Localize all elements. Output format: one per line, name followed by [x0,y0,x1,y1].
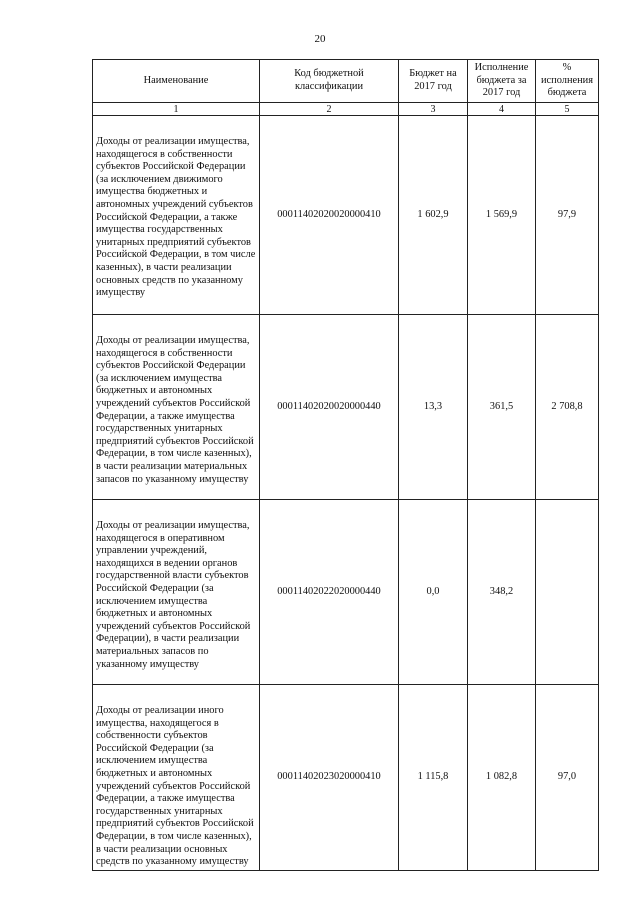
column-number-row [93,103,599,116]
header-budget: Бюджет на 2017 год [399,60,468,103]
table-row [93,500,599,685]
table-row [93,116,599,315]
table-row [93,685,599,871]
column-number: 4 [468,103,536,116]
row-name: Доходы от реализации иного имущества, находящегося в собственности субъектов Российской Федерации (за исключением имущества бюджетных и автономных учреждений субъектов Российской Федерации, а также имущества государственных унитарных предприятий субъектов Российской Федерации, в том числе казенных), в части реализации основных средств по указанному имуществу [93,685,260,871]
header-name: Наименование [93,60,260,103]
table-row [93,315,599,500]
row-code: 00011402020020000410 [260,116,399,315]
column-number: 3 [399,103,468,116]
header-execution: Исполнение бюджета за 2017 год [468,60,536,103]
row-code: 00011402023020000410 [260,685,399,871]
row-budget: 13,3 [399,315,468,500]
row-code: 00011402020020000440 [260,315,399,500]
row-budget: 1 602,9 [399,116,468,315]
row-percent: 97,0 [536,685,599,871]
page-number: 20 [314,33,326,45]
row-budget: 1 115,8 [399,685,468,871]
column-number: 5 [536,103,599,116]
row-budget: 0,0 [399,500,468,685]
row-name: Доходы от реализации имущества, находящегося в оперативном управлении учреждений, находящихся в ведении органов государственной власти субъектов Российской Федерации (за исключением имущества бюджетных и автономных учреждений субъектов Российской Федерации), в части реализации материальных запасов по указанному имуществу [93,500,260,685]
row-execution: 348,2 [468,500,536,685]
budget-table [92,59,599,871]
header-percent: % исполнения бюджета [536,60,599,103]
column-number: 1 [93,103,260,116]
row-name: Доходы от реализации имущества, находящегося в собственности субъектов Российской Федерации (за исключением движимого имущества бюджетных и автономных учреждений субъектов Российской Федерации, а также имущества государственных унитарных предприятий субъектов Российской Федерации, в том числе казенных), в части реализации основных средств по указанному имуществу [93,116,260,315]
row-percent: 97,9 [536,116,599,315]
row-execution: 1 569,9 [468,116,536,315]
row-execution: 1 082,8 [468,685,536,871]
row-code: 00011402022020000440 [260,500,399,685]
row-name: Доходы от реализации имущества, находящегося в собственности субъектов Российской Федерации (за исключением имущества бюджетных и автономных учреждений субъектов Российской Федерации, а также имущества государственных унитарных предприятий субъектов Российской Федерации, в том числе казенных), в части реализации материальных запасов по указанному имуществу [93,315,260,500]
row-percent: 2 708,8 [536,315,599,500]
header-row [93,60,599,103]
row-execution: 361,5 [468,315,536,500]
row-percent [536,500,599,685]
column-number: 2 [260,103,399,116]
header-code: Код бюджетной классификации [260,60,399,103]
